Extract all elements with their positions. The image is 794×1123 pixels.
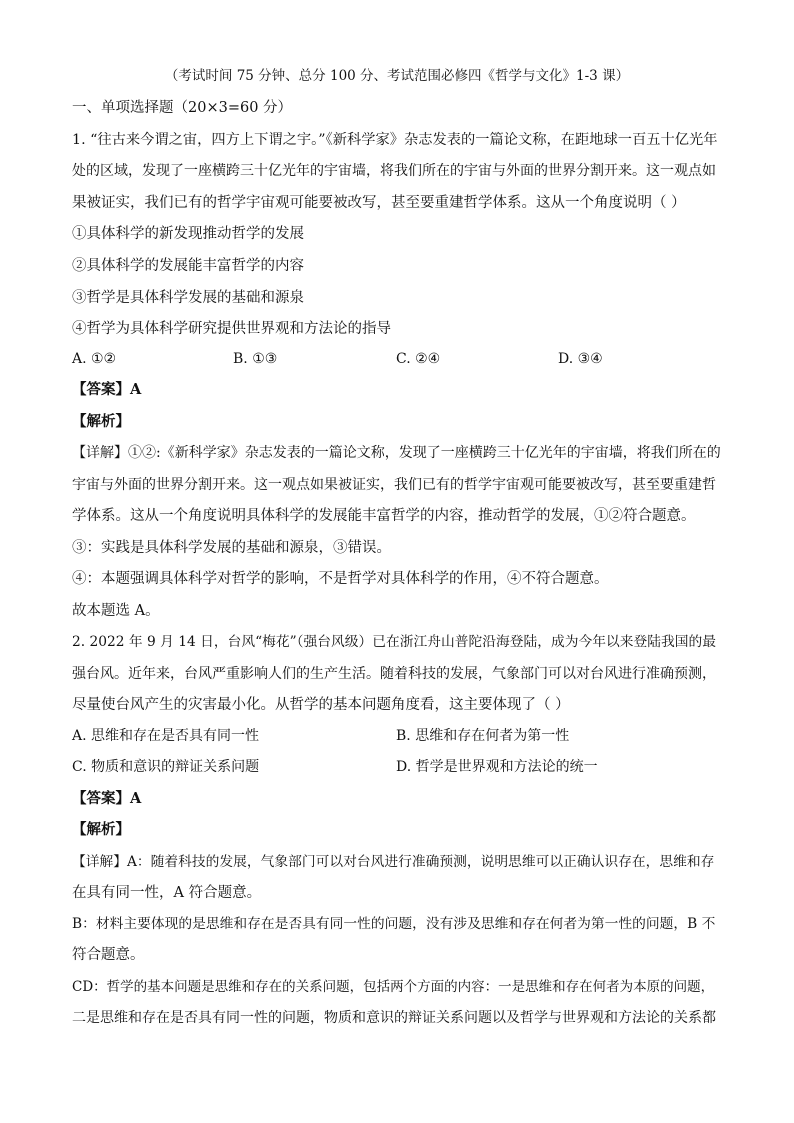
q2-answer: 【答案】A [72,790,142,807]
q1-stem-line: 1. “往古来今谓之宙，四方上下谓之宇。”《新科学家》杂志发表的一篇论文称，在距地球一百五十亿光年 [72,132,718,148]
q2-detail-line: CD：哲学的基本问题是思维和存在的关系问题，包括两个方面的内容：一是思维和存在何者为本原的问题， [72,979,715,995]
q1-statement: ②具体科学的发展能丰富哲学的内容 [72,258,304,274]
q1-statement: ③哲学是具体科学发展的基础和源泉 [72,290,304,306]
q2-detail-line: 二是思维和存在是否具有同一性的问题，物质和意识的辩证关系问题以及哲学与世界观和方法论的关系都 [72,1010,716,1026]
q1-statement: ④哲学为具体科学研究提供世界观和方法论的指导 [72,321,391,337]
q1-analysis-label: 【解析】 [72,413,130,430]
q1-stem-line: 处的区域，发现了一座横跨三十亿光年的宇宙墙，将我们所在的宇宙与外面的世界分割开来。这一观点如 [72,163,716,179]
q2-stem-line: 2. 2022 年 9 月 14 日，台风“梅花”（强台风级）已在浙江舟山普陀沿海登陆，成为今年以来登陆我国的最 [72,634,717,650]
q2-stem-line: 尽量使台风产生的灾害最小化。从哲学的基本问题角度看，这主要体现了（ ） [72,697,570,713]
q2-detail-line: 在具有同一性，A 符合题意。 [72,885,262,901]
exam-header: （考试时间 75 分钟、总分 100 分、考试范围必修四《哲学与文化》1-3 课） [164,68,630,84]
q2-option-d: D. 哲学是世界观和方法论的统一 [396,759,598,775]
q2-option-a: A. 思维和存在是否具有同一性 [72,728,260,744]
q2-option-b: B. 思维和存在何者为第一性 [396,728,570,744]
q1-detail-line: 宇宙与外面的世界分割开来。这一观点如果被证实，我们已有的哲学宇宙观可能要被改写，甚至要重建哲 [72,477,716,493]
q2-stem-line: 强台风。近年来，台风严重影响人们的生产生活。随着科技的发展，气象部门可以对台风进行准确预测， [72,666,716,682]
q1-option-a: A. ①② [72,351,117,367]
q2-detail-line: 【详解】A：随着科技的发展，气象部门可以对台风进行准确预测，说明思维可以正确认识存在，思维和存 [72,854,715,870]
q1-answer: 【答案】A [72,381,142,398]
q1-statement: ①具体科学的新发现推动哲学的发展 [72,226,304,242]
q1-option-d: D. ③④ [558,351,603,367]
section-title: 一、单项选择题（20×3=60 分） [72,100,293,116]
q1-option-c: C. ②④ [396,351,441,367]
q1-detail-line: ③：实践是具体科学发展的基础和源泉，③错误。 [72,540,391,556]
q1-stem-line: 果被证实，我们已有的哲学宇宙观可能要被改写，甚至要重建哲学体系。这从一个角度说明（ ） [72,195,686,211]
q1-detail-line: ④：本题强调具体科学对哲学的影响，不是哲学对具体科学的作用，④不符合题意。 [72,571,609,587]
q2-detail-line: B：材料主要体现的是思维和存在是否具有同一性的问题，没有涉及思维和存在何者为第一性的问题，B 不 [72,916,716,932]
q2-analysis-label: 【解析】 [72,821,130,838]
q1-conclusion: 故本题选 A。 [72,603,160,619]
q2-option-c: C. 物质和意识的辩证关系问题 [72,759,260,775]
q1-option-b: B. ①③ [233,351,278,367]
q1-detail-line: 【详解】①②:《新科学家》杂志发表的一篇论文称，发现了一座横跨三十亿光年的宇宙墙，将我们所在的 [72,445,721,461]
q2-detail-line: 符合题意。 [72,947,145,963]
q1-detail-line: 学体系。这从一个角度说明具体科学的发展能丰富哲学的内容，推动哲学的发展，①②符合题意。 [72,508,696,524]
